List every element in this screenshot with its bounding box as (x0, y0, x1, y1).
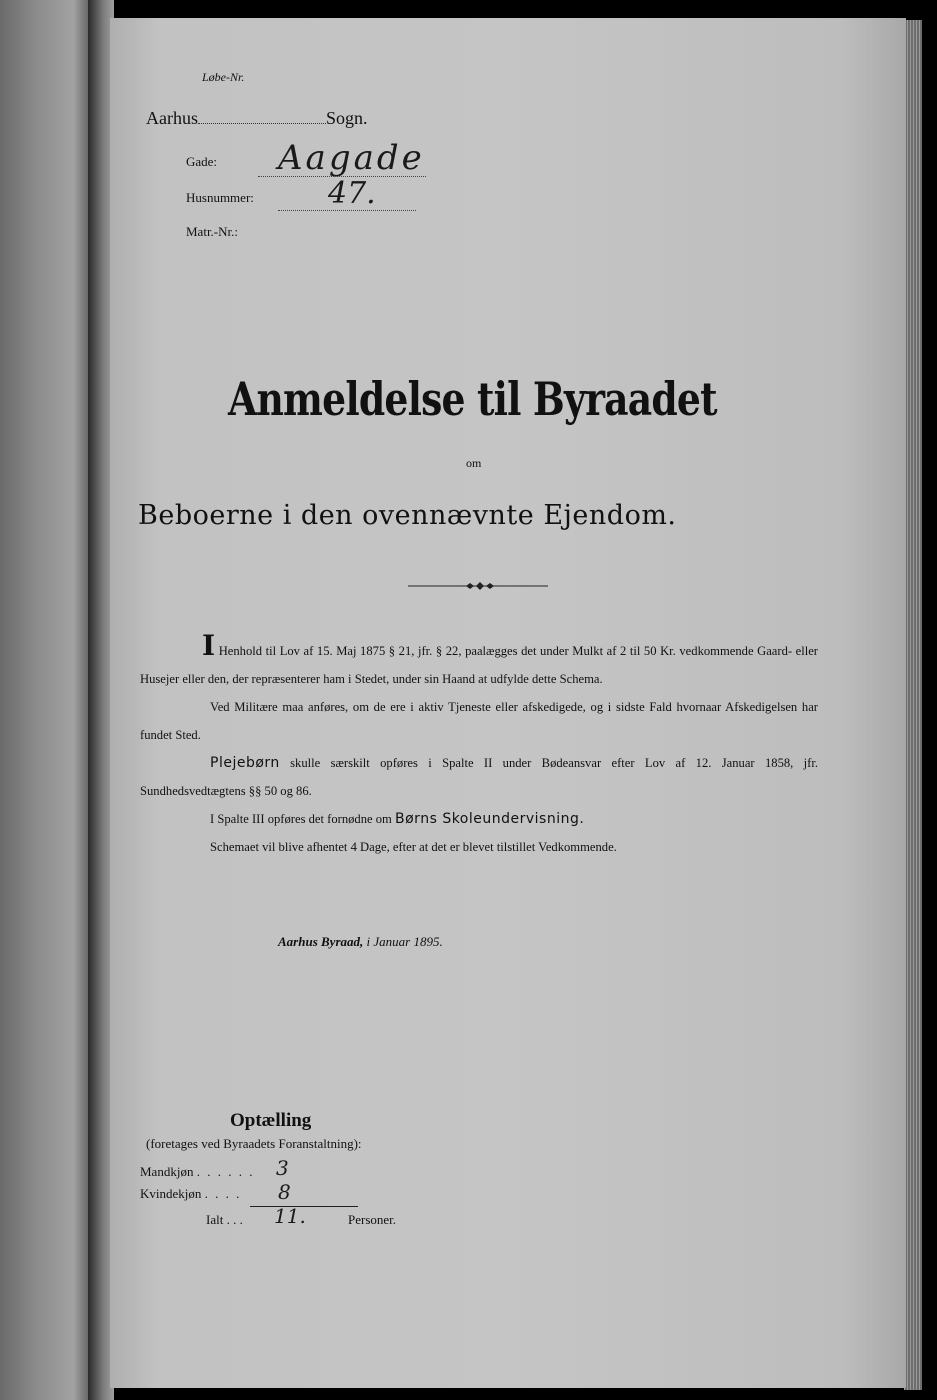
parish-line (146, 108, 368, 129)
female-count-row (140, 1186, 241, 1202)
ornament-divider (408, 580, 548, 592)
parish-dotted-line (198, 122, 326, 124)
count-note: (foretages ved Byraadets Foranstaltning): (146, 1136, 362, 1151)
female-count-value: 8 (278, 1180, 291, 1204)
paragraph-4 (140, 805, 818, 833)
paragraph-3 (140, 749, 818, 805)
husnummer-dotted-line (278, 210, 416, 211)
facing-page-edge (0, 0, 92, 1400)
parish-name: Aarhus (146, 108, 198, 128)
lobe-nr-label: Løbe-Nr. (202, 70, 245, 84)
total-count-value: 11. (274, 1204, 306, 1228)
female-leader-dots: . . . . (204, 1186, 242, 1201)
gade-label: Gade: (186, 154, 218, 169)
paragraph-2: Ved Militære maa anføres, om de ere i aktiv Tjeneste eller afskedigede, og i sidste Fald hvornaar Afskedigelsen har fundet Sted. (140, 700, 818, 742)
husnummer-label: Husnummer: (186, 190, 254, 205)
paragraph-1-text: Henhold til Lov af 15. Maj 1875 § 21, jfr. § 22, paalægges det under Mulkt af 2 til 50 Kr. vedkommende Gaard- eller Husejer eller den, der repræsenterer ham i Stedet, under sin Haand at udfylde dette Schema. (140, 644, 818, 686)
issuer-name: Aarhus Byraad, (278, 934, 364, 949)
male-leader-dots: . . . . . . (196, 1164, 255, 1179)
male-count-row (140, 1164, 254, 1180)
plejeborn-emphasis: Plejebørn (210, 755, 280, 771)
male-count-value: 3 (276, 1156, 289, 1180)
paragraph-4-text: I Spalte III opføres det fornødne om (210, 812, 392, 826)
husnummer-handwritten-value: 47. (328, 176, 376, 211)
total-label: Ialt (206, 1212, 224, 1227)
document-title: Anmeldelse til Byraadet (228, 372, 717, 426)
issuer-signature (278, 934, 443, 950)
drop-cap: I (202, 629, 216, 662)
paragraph-1 (140, 629, 818, 693)
matr-nr-label: Matr.-Nr.: (186, 224, 238, 239)
title-connector: om (466, 456, 482, 470)
instructions-body (140, 629, 819, 861)
total-leader-dots: . . . (226, 1212, 243, 1227)
paragraph-3-text: skulle særskilt opføres i Spalte II under Bødeansvar efter Lov af 12. Januar 1858, jfr. Sundhedsvedtægtens §§ 50 og 86. (140, 756, 819, 798)
document-subtitle: Beboerne i den ovennævnte Ejendom. (138, 500, 677, 531)
parish-suffix: Sogn. (326, 108, 368, 128)
count-title: Optælling (230, 1110, 312, 1131)
total-count-row (206, 1212, 243, 1228)
male-label: Mandkjøn (140, 1164, 194, 1179)
persons-label: Personer. (348, 1212, 397, 1227)
gade-handwritten-value: Aagade (278, 138, 425, 178)
skoleundervisning-emphasis: Børns Skoleundervisning. (395, 811, 585, 827)
page-stack-edge (904, 20, 922, 1390)
female-label: Kvindekjøn (140, 1186, 202, 1201)
paragraph-5: Schemaet vil blive afhentet 4 Dage, efter at det er blevet tilstillet Vedkommende. (210, 840, 617, 854)
issue-date: i Januar 1895. (366, 934, 443, 949)
document-page (110, 18, 906, 1388)
